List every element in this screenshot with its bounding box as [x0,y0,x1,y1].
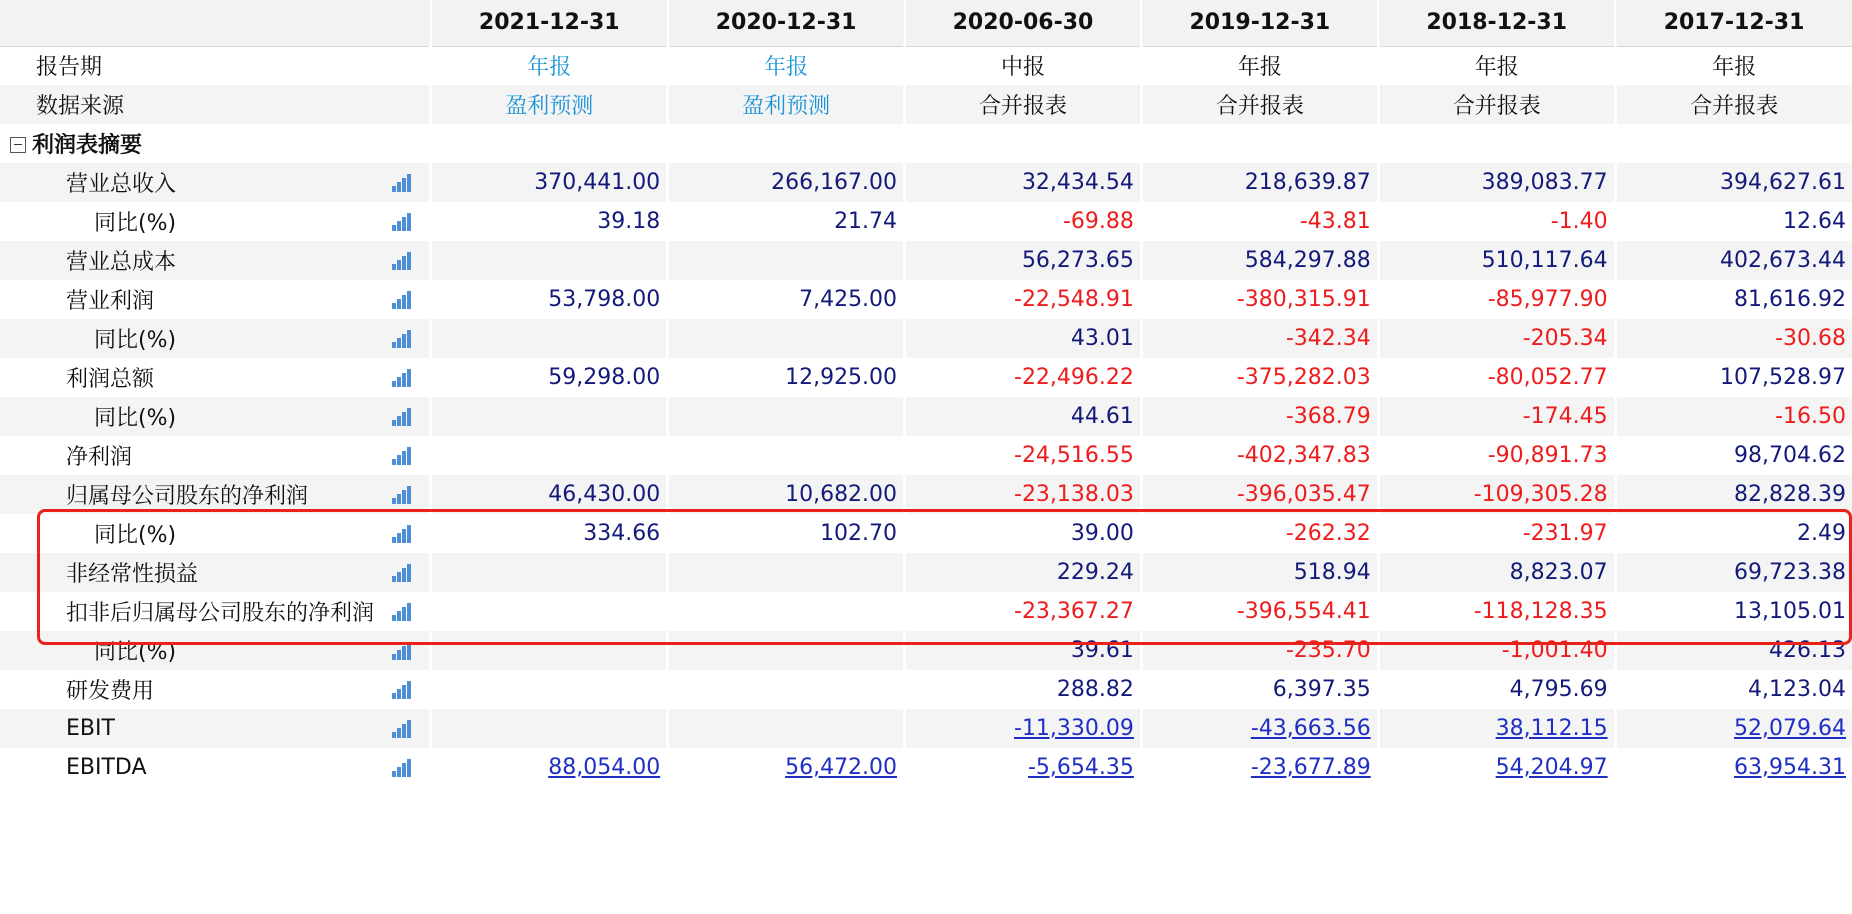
value-cell [1378,553,1615,592]
table-row[interactable] [0,514,1852,553]
value-cell [1378,436,1615,475]
data-source-cell: 盈利预测 [431,85,668,124]
value-cell [1378,319,1615,358]
value-cell [1615,280,1852,319]
header-row [0,0,1852,46]
report-type-cell: 中报 [905,46,1142,85]
data-source-cell: 合并报表 [1141,85,1378,124]
row-label: 利润总额 [0,358,374,397]
value-cell [1615,670,1852,709]
bar-chart-icon[interactable] [392,681,412,699]
value-cell [431,163,668,202]
table-row[interactable] [0,475,1852,514]
value-text: 32,434.54 [1021,170,1134,195]
value-cell [668,163,905,202]
data-source-row [0,85,1852,124]
value-cell [1141,436,1378,475]
row-label: 同比(%) [0,319,374,358]
table-row[interactable] [0,553,1852,592]
value-text: 4,123.04 [1748,677,1846,702]
value-cell [668,436,905,475]
bar-chart-icon[interactable] [392,330,412,348]
value-cell [431,280,668,319]
value-cell [905,514,1142,553]
bar-chart-icon[interactable] [392,603,412,621]
value-text: -396,035.47 [1236,482,1371,507]
row-chart-button[interactable] [374,553,431,592]
value-cell [1615,202,1852,241]
value-text: 288.82 [1056,677,1134,702]
value-text: -375,282.03 [1236,365,1371,390]
value-text: 102.70 [820,521,898,546]
value-text: 82,828.39 [1734,482,1846,507]
value-cell [1378,631,1615,670]
value-text: -231.97 [1522,521,1608,546]
value-cell [668,319,905,358]
value-text: 389,083.77 [1481,170,1608,195]
data-source-cell: 合并报表 [1378,85,1615,124]
value-text: -342.34 [1285,326,1371,351]
value-cell [1141,319,1378,358]
value-link[interactable]: 63,954.31 [1734,755,1846,780]
value-text: -23,138.03 [1014,482,1134,507]
bar-chart-icon[interactable] [392,291,412,309]
value-text: 218,639.87 [1244,170,1371,195]
row-chart-button[interactable] [374,475,431,514]
value-text: 107,528.97 [1720,365,1846,390]
value-text: -16.50 [1775,404,1846,429]
value-cell [431,631,668,670]
bar-chart-icon[interactable] [392,213,412,231]
value-cell [668,280,905,319]
value-cell [668,553,905,592]
value-cell [668,475,905,514]
value-text: 21.74 [834,209,898,234]
bar-chart-icon[interactable] [392,564,412,582]
bar-chart-icon[interactable] [392,408,412,426]
value-cell [668,748,905,787]
value-cell [1378,397,1615,436]
value-text: -23,367.27 [1014,599,1134,624]
value-cell [431,514,668,553]
value-link[interactable]: 88,054.00 [548,755,661,780]
bar-chart-icon[interactable] [392,642,412,660]
value-cell [1615,748,1852,787]
value-text: 44.61 [1070,404,1134,429]
value-text: 12.64 [1783,209,1846,234]
value-link[interactable]: -5,654.35 [1027,755,1134,780]
value-link[interactable]: 56,472.00 [785,755,898,780]
table-row[interactable] [0,631,1852,670]
bar-chart-icon[interactable] [392,486,412,504]
value-cell [1141,397,1378,436]
value-cell [1615,553,1852,592]
header-period-1[interactable]: 2021-12-31 [431,0,668,46]
value-text: 39.18 [597,209,661,234]
data-source-cell: 盈利预测 [668,85,905,124]
table-row[interactable] [0,358,1852,397]
value-cell [1141,748,1378,787]
value-text: 7,425.00 [799,287,898,312]
table-body [0,46,1852,787]
row-label: 同比(%) [0,631,374,670]
value-cell [431,748,668,787]
value-text: -262.32 [1285,521,1371,546]
value-text: 12,925.00 [785,365,898,390]
value-cell [1378,241,1615,280]
value-text: 39.00 [1070,521,1134,546]
value-text: -69.88 [1062,209,1134,234]
value-text: 59,298.00 [548,365,661,390]
value-cell [1378,748,1615,787]
table-row[interactable] [0,709,1852,748]
row-chart-button[interactable] [374,358,431,397]
value-cell [1141,202,1378,241]
report-type-cell: 年报 [1141,46,1378,85]
value-cell [668,709,905,748]
table-row[interactable] [0,163,1852,202]
value-cell [431,358,668,397]
row-chart-button[interactable] [374,202,431,241]
value-text: 2.49 [1797,521,1846,546]
row-label: 营业总收入 [0,163,374,202]
value-cell [1378,475,1615,514]
value-text: 13,105.01 [1734,599,1846,624]
row-chart-button[interactable] [374,280,431,319]
table-row[interactable] [0,748,1852,787]
value-cell [1378,592,1615,631]
bar-chart-icon[interactable] [392,252,412,270]
value-cell [1141,553,1378,592]
section-header-row [0,124,1852,163]
value-text: -118,128.35 [1473,599,1608,624]
table-row[interactable] [0,670,1852,709]
data-source-cell: 合并报表 [1615,85,1852,124]
value-text: -174.45 [1522,404,1608,429]
value-text: -402,347.83 [1236,443,1371,468]
value-text: 10,682.00 [785,482,898,507]
row-label: EBIT [0,709,374,748]
value-text: -109,305.28 [1473,482,1608,507]
table-row[interactable] [0,592,1852,631]
value-cell [431,397,668,436]
value-cell [1615,163,1852,202]
value-cell [1615,358,1852,397]
value-link[interactable]: -43,663.56 [1250,716,1371,741]
bar-chart-icon[interactable] [392,720,412,738]
table-row[interactable] [0,280,1852,319]
row-label: 同比(%) [0,514,374,553]
value-text: 53,798.00 [548,287,661,312]
value-cell [431,592,668,631]
value-text: 6,397.35 [1272,677,1371,702]
bar-chart-icon[interactable] [392,759,412,777]
value-text: 69,723.38 [1734,560,1846,585]
row-label: 归属母公司股东的净利润 [0,475,374,514]
value-text: -368.79 [1285,404,1371,429]
value-cell [668,397,905,436]
value-text: 39.61 [1070,638,1134,663]
value-cell [431,709,668,748]
value-cell [431,202,668,241]
value-text: 334.66 [583,521,661,546]
section-header[interactable] [0,124,1852,163]
value-cell [905,280,1142,319]
header-corner [0,0,431,46]
value-text: 81,616.92 [1734,287,1846,312]
row-chart-button[interactable] [374,241,431,280]
value-text: 394,627.61 [1720,170,1846,195]
value-cell [431,436,668,475]
value-cell [1141,514,1378,553]
header-period-2[interactable]: 2020-12-31 [668,0,905,46]
value-cell [1615,397,1852,436]
value-cell [1615,319,1852,358]
value-cell [905,319,1142,358]
value-cell [431,241,668,280]
value-text: 266,167.00 [771,170,898,195]
value-cell [1615,631,1852,670]
value-text: -85,977.90 [1487,287,1608,312]
row-chart-button[interactable] [374,514,431,553]
row-chart-button[interactable] [374,163,431,202]
value-text: -22,548.91 [1014,287,1134,312]
value-text: 8,823.07 [1509,560,1608,585]
value-cell [905,553,1142,592]
value-text: 402,673.44 [1720,248,1846,273]
value-cell [1378,709,1615,748]
report-type-label: 报告期 [0,46,431,85]
value-cell [1141,475,1378,514]
row-chart-button[interactable] [374,748,431,787]
value-cell [431,319,668,358]
header-period-5[interactable]: 2018-12-31 [1378,0,1615,46]
bar-chart-icon[interactable] [392,369,412,387]
value-cell [668,631,905,670]
value-text: -205.34 [1522,326,1608,351]
value-cell [668,358,905,397]
collapse-minus-icon[interactable] [10,137,26,153]
value-cell [1615,475,1852,514]
header-period-3[interactable]: 2020-06-30 [905,0,1142,46]
value-cell [905,202,1142,241]
report-type-cell: 年报 [431,46,668,85]
value-cell [431,475,668,514]
report-type-cell: 年报 [1615,46,1852,85]
value-cell [1141,631,1378,670]
value-cell [905,397,1142,436]
value-text: 229.24 [1056,560,1134,585]
value-cell [1615,436,1852,475]
value-cell [905,358,1142,397]
bar-chart-icon[interactable] [392,525,412,543]
value-text: 510,117.64 [1481,248,1608,273]
table-row[interactable] [0,241,1852,280]
value-cell [1141,358,1378,397]
value-link[interactable]: -11,330.09 [1014,716,1134,741]
bar-chart-icon[interactable] [392,447,412,465]
section-title: 利润表摘要 [32,133,143,158]
value-cell [905,436,1142,475]
row-label: 研发费用 [0,670,374,709]
value-text: 370,441.00 [534,170,661,195]
value-text: 46,430.00 [548,482,661,507]
table-row[interactable] [0,397,1852,436]
value-text: -80,052.77 [1487,365,1608,390]
value-cell [668,202,905,241]
row-chart-button[interactable] [374,436,431,475]
value-link[interactable]: 52,079.64 [1734,716,1846,741]
row-label: 扣非后归属母公司股东的净利润 [0,592,374,631]
value-link[interactable]: -23,677.89 [1250,755,1371,780]
table-row[interactable] [0,202,1852,241]
value-link[interactable]: 38,112.15 [1495,716,1608,741]
value-text: -24,516.55 [1014,443,1134,468]
value-text: 426.13 [1769,638,1846,663]
value-text: 518.94 [1293,560,1371,585]
value-text: -380,315.91 [1236,287,1371,312]
value-cell [1141,280,1378,319]
value-cell [1378,358,1615,397]
value-cell [905,631,1142,670]
row-chart-button[interactable] [374,397,431,436]
value-text: 584,297.88 [1244,248,1371,273]
value-text: -22,496.22 [1014,365,1134,390]
row-chart-button[interactable] [374,670,431,709]
value-cell [431,670,668,709]
value-cell [1141,241,1378,280]
value-cell [1615,592,1852,631]
row-chart-button[interactable] [374,631,431,670]
value-text: 4,795.69 [1509,677,1608,702]
row-label: 非经常性损益 [0,553,374,592]
row-chart-button[interactable] [374,592,431,631]
value-cell [1378,514,1615,553]
header-period-4[interactable]: 2019-12-31 [1141,0,1378,46]
value-text: -1,001.40 [1501,638,1608,663]
value-text: -396,554.41 [1236,599,1371,624]
value-cell [905,163,1142,202]
table-row[interactable] [0,436,1852,475]
value-link[interactable]: 54,204.97 [1495,755,1608,780]
row-label: 营业利润 [0,280,374,319]
bar-chart-icon[interactable] [392,174,412,192]
value-text: -90,891.73 [1487,443,1608,468]
row-label: EBITDA [0,748,374,787]
report-type-cell: 年报 [668,46,905,85]
value-cell [1615,709,1852,748]
value-cell [1378,670,1615,709]
row-chart-button[interactable] [374,709,431,748]
value-cell [905,592,1142,631]
value-cell [668,592,905,631]
report-type-row [0,46,1852,85]
value-cell [1378,202,1615,241]
value-cell [905,475,1142,514]
value-cell [1141,592,1378,631]
value-cell [668,241,905,280]
value-cell [1141,670,1378,709]
value-cell [668,670,905,709]
row-label: 净利润 [0,436,374,475]
value-cell [1378,163,1615,202]
value-cell [1141,163,1378,202]
report-type-cell: 年报 [1378,46,1615,85]
value-text: -235.70 [1285,638,1371,663]
value-cell [905,241,1142,280]
value-cell [905,709,1142,748]
value-text: 56,273.65 [1021,248,1134,273]
data-source-label: 数据来源 [0,85,431,124]
value-cell [1378,280,1615,319]
table-row[interactable] [0,319,1852,358]
value-text: -30.68 [1775,326,1846,351]
value-cell [431,553,668,592]
value-cell [1615,514,1852,553]
value-text: -43.81 [1299,209,1371,234]
value-cell [668,514,905,553]
value-text: 43.01 [1070,326,1134,351]
row-label: 同比(%) [0,202,374,241]
value-text: -1.40 [1550,209,1608,234]
value-cell [905,670,1142,709]
value-cell [1141,709,1378,748]
value-text: 98,704.62 [1734,443,1846,468]
header-period-6[interactable]: 2017-12-31 [1615,0,1852,46]
row-label: 同比(%) [0,397,374,436]
value-cell [1615,241,1852,280]
row-label: 营业总成本 [0,241,374,280]
row-chart-button[interactable] [374,319,431,358]
data-source-cell: 合并报表 [905,85,1142,124]
value-cell [905,748,1142,787]
